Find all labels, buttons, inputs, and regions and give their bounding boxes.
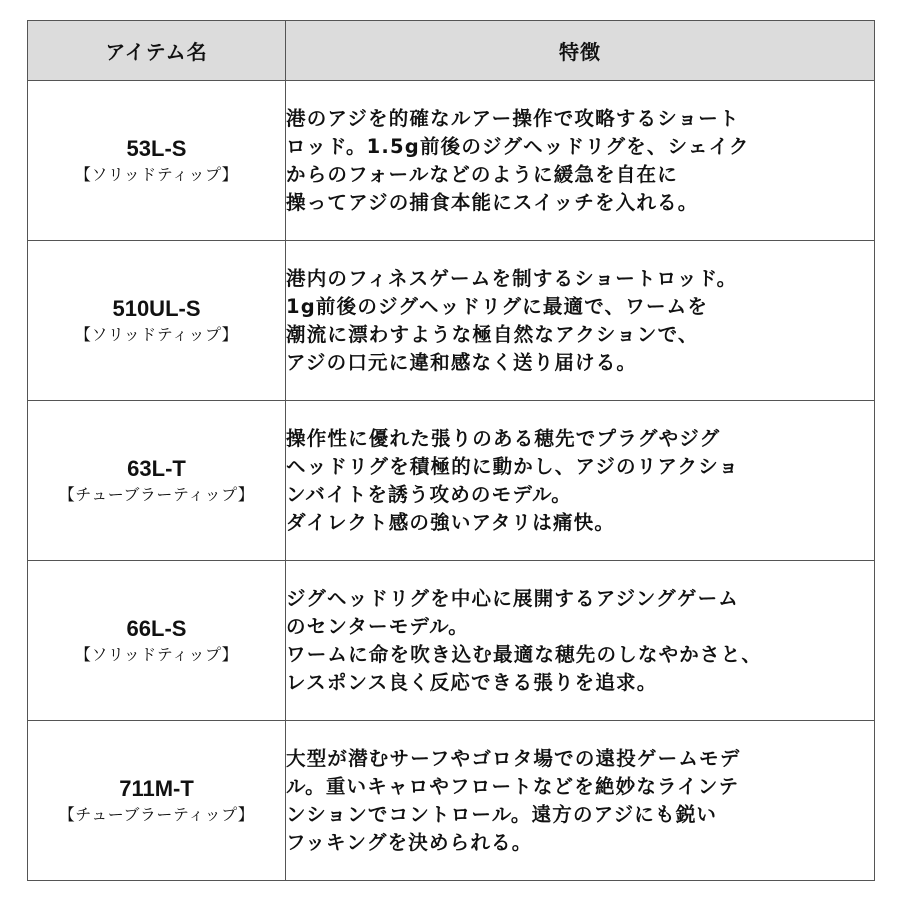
feature-line: 港内のフィネスゲームを制するショートロッド。 xyxy=(286,266,738,290)
tip-type: 【ソリッドティップ】 xyxy=(74,644,239,664)
item-name-header: アイテム名 xyxy=(28,21,286,81)
model-name: 63L-T xyxy=(127,455,186,481)
model-name: 53L-S xyxy=(126,135,187,161)
table-row xyxy=(28,241,875,401)
model-name: 711M-T xyxy=(119,775,194,801)
feature-cell xyxy=(286,561,875,721)
rod-spec-table xyxy=(27,20,875,881)
model-name: 510UL-S xyxy=(112,295,201,321)
header-row xyxy=(28,21,875,81)
table-row xyxy=(28,81,875,241)
model-name: 66L-S xyxy=(126,615,187,641)
feature-line: ル。重いキャロやフロートなどを絶妙なラインテ xyxy=(286,774,740,798)
feature-cell xyxy=(286,401,875,561)
item-name-cell xyxy=(28,561,286,721)
table-row xyxy=(28,721,875,881)
table-row xyxy=(28,401,875,561)
feature-line: 操ってアジの捕食本能にスイッチを入れる。 xyxy=(286,190,699,214)
item-name-cell xyxy=(28,81,286,241)
feature-line: 港のアジを的確なルアー操作で攻略するショート xyxy=(286,106,740,130)
feature-line: レスポンス良く反応できる張りを追求。 xyxy=(286,670,658,694)
item-name-cell xyxy=(28,721,286,881)
item-name-cell xyxy=(28,401,286,561)
feature-header: 特徴 xyxy=(286,21,875,81)
feature-line: ジグヘッドリグを中心に展開するアジングゲーム xyxy=(286,586,739,610)
feature-line: 潮流に漂わすような極自然なアクションで、 xyxy=(286,322,699,346)
feature-line: 大型が潜むサーフやゴロタ場での遠投ゲームモデ xyxy=(286,746,741,770)
feature-line: ンバイトを誘う攻めのモデル。 xyxy=(286,482,572,506)
tip-type: 【チューブラーティップ】 xyxy=(58,804,255,824)
feature-line: ワームに命を吹き込む最適な穂先のしなやかさと、 xyxy=(286,642,763,666)
feature-line: フッキングを決められる。 xyxy=(286,830,533,854)
feature-line: 1g前後のジグヘッドリグに最適で、ワームを xyxy=(286,294,709,318)
tip-type: 【ソリッドティップ】 xyxy=(74,324,239,344)
feature-line: のセンターモデル。 xyxy=(286,614,469,638)
feature-cell xyxy=(286,81,875,241)
table-row xyxy=(28,561,875,721)
feature-line: からのフォールなどのように緩急を自在に xyxy=(286,162,678,186)
item-name-cell xyxy=(28,241,286,401)
feature-cell xyxy=(286,241,875,401)
feature-line: ダイレクト感の強いアタリは痛快。 xyxy=(286,510,616,534)
feature-line: 操作性に優れた張りのある穂先でプラグやジグ xyxy=(286,426,721,450)
feature-line: アジの口元に違和感なく送り届ける。 xyxy=(286,350,638,374)
feature-line: ヘッドリグを積極的に動かし、アジのリアクショ xyxy=(286,454,740,478)
feature-line: ンションでコントロール。遠方のアジにも鋭い xyxy=(286,802,718,826)
table-header xyxy=(28,21,875,81)
tip-type: 【ソリッドティップ】 xyxy=(74,164,239,184)
feature-line: ロッド。1.5g前後のジグヘッドリグを、シェイク xyxy=(286,134,750,158)
feature-cell xyxy=(286,721,875,881)
tip-type: 【チューブラーティップ】 xyxy=(58,484,255,504)
